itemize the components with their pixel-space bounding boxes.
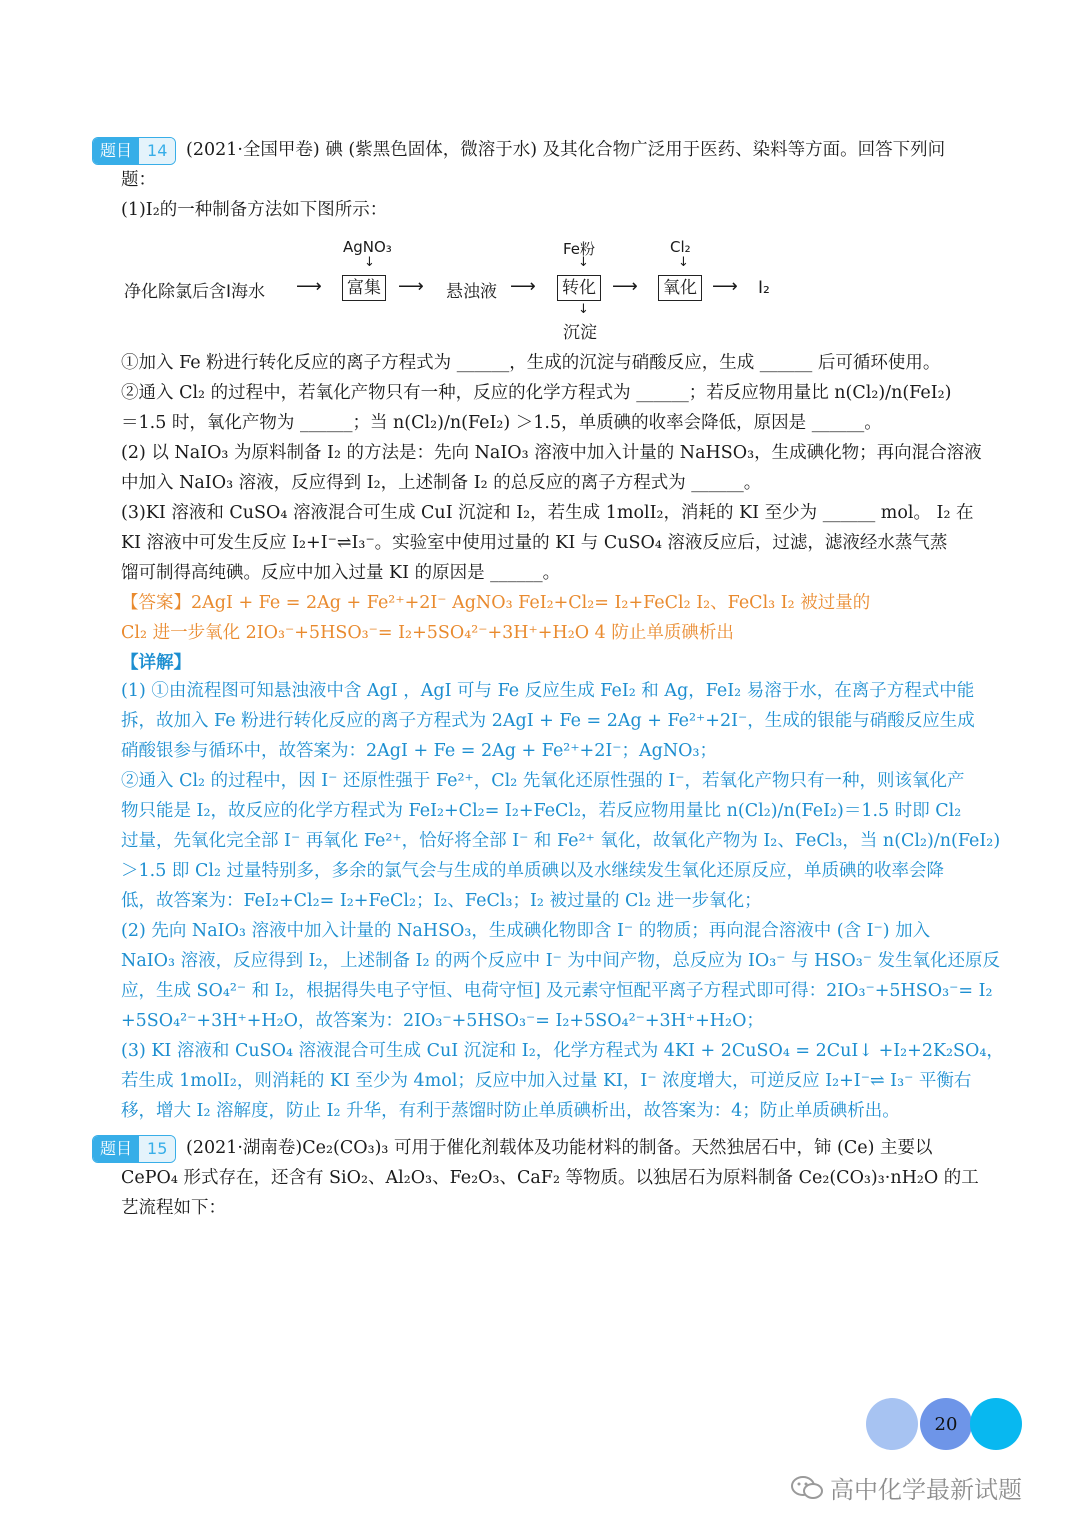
detail-line-14: 若生成 1molI₂，则消耗的 KI 至少为 4mol；反应中加入过量 KI，I⁻ 浓度增大，可逆反应 I₂+I⁻⇌ I₃⁻ 平衡右 [121, 1071, 972, 1091]
flow-reagent-1: AgNO₃ [343, 238, 392, 256]
detail-line-3: 硝酸银参与循环中，故答案为：2AgI + Fe = 2Ag + Fe²⁺+2I⁻；AgNO₃； [121, 741, 718, 761]
tag-number: 14 [139, 138, 175, 164]
question-tag-15 [92, 1135, 176, 1163]
q14-line-8: 中加入 NaIO₃ 溶液，反应得到 I₂，上述制备 I₂ 的总反应的离子方程式为 ______。 [121, 473, 762, 493]
detail-line-1: (1) ①由流程图可知悬浊液中含 AgI ，AgI 可与 Fe 反应生成 FeI₂ 和 Ag，FeI₂ 易溶于水，在离子方程式中能 [121, 681, 975, 701]
q14-line-11: 馏可制得高纯碘。反应中加入过量 KI 的原因是 ______。 [121, 563, 561, 583]
detail-line-15: 移，增大 I₂ 溶解度，防止 I₂ 升华，有利于蒸馏时防止单质碘析出，故答案为：4；防止单质碘析出。 [121, 1101, 900, 1121]
q14-line-2: 题： [121, 170, 156, 190]
arrow-icon: ⟶ [510, 276, 536, 297]
watermark [790, 1470, 1022, 1505]
q14-line-5: ②通入 Cl₂ 的过程中，若氧化产物只有一种，反应的化学方程式为 ______；若反应物用量比 n(Cl₂)/n(FeI₂) [121, 383, 952, 403]
flow-precipitate: 沉淀 [563, 323, 597, 343]
q14-line-10: KI 溶液中可发生反应 I₂+I⁻⇌I₃⁻。实验室中使用过量的 KI 与 CuSO₄ 溶液反应后，过滤，滤液经水蒸气蒸 [121, 533, 948, 553]
detail-line-6: 过量，先氧化完全部 I⁻ 再氧化 Fe²⁺，恰好将全部 I⁻ 和 Fe²⁺ 氧化，故氧化产物为 I₂、FeCl₃，当 n(Cl₂)/n(FeI₂) [121, 831, 1001, 851]
down-arrow-icon: ↓ [678, 255, 689, 270]
q14-line-1: (2021·全国甲卷) 碘 (紫黑色固体，微溶于水) 及其化合物广泛用于医药、染料等方面。回答下列问 [186, 140, 946, 160]
detail-heading: 【详解】 [121, 653, 191, 673]
flow-start: 净化除氯后含I海水 [124, 282, 266, 302]
detail-line-2: 拆，故加入 Fe 粉进行转化反应的离子方程式为 2AgI + Fe = 2Ag + Fe²⁺+2I⁻，生成的银能与硝酸反应生成 [121, 711, 975, 731]
detail-line-5: 物只能是 I₂，故反应的化学方程式为 FeI₂+Cl₂= I₂+FeCl₂，若反应物用量比 n(Cl₂)/n(FeI₂)＝1.5 时即 Cl₂ [121, 801, 962, 821]
q14-line-9: (3)KI 溶液和 CuSO₄ 溶液混合可生成 CuI 沉淀和 I₂，若生成 1molI₂，消耗的 KI 至少为 ______ mol。 I₂ 在 [121, 503, 974, 523]
detail-line-4: ②通入 Cl₂ 的过程中，因 I⁻ 还原性强于 Fe²⁺，Cl₂ 先氧化还原性强的 I⁻，若氧化产物只有一种，则该氧化产 [121, 771, 965, 791]
q14-line-6: ＝1.5 时，氧化产物为 ______；当 n(Cl₂)/n(FeI₂) ＞1.5，单质碘的收率会降低，原因是 ______。 [121, 413, 882, 433]
question-tag-14 [92, 137, 176, 165]
detail-line-11: 应，生成 SO₄²⁻ 和 I₂，根据得失电子守恒、电荷守恒] 及元素守恒配平离子方程式即可得：2IO₃⁻+5HSO₃⁻= I₂ [121, 981, 993, 1001]
down-arrow-icon: ↓ [578, 255, 589, 270]
page-number: 20 [934, 1413, 958, 1435]
flow-reagent-2: Fe粉 [563, 240, 596, 258]
detail-line-13: (3) KI 溶液和 CuSO₄ 溶液混合可生成 CuI 沉淀和 I₂，化学方程式为 4KI + 2CuSO₄ = 2CuI↓ +I₂+2K₂SO₄， [121, 1041, 1004, 1061]
flow-box-enrich: 富集 [342, 275, 386, 301]
decor-circle-left [866, 1398, 918, 1450]
flow-reagent-3: Cl₂ [670, 238, 691, 256]
wechat-icon [790, 1474, 824, 1502]
q15-line-2: CePO₄ 形式存在，还含有 SiO₂、Al₂O₃、Fe₂O₃、CaF₂ 等物质。以独居石为原料制备 Ce₂(CO₃)₃·nH₂O 的工 [121, 1168, 979, 1188]
flow-end: I₂ [758, 278, 770, 298]
detail-line-7: ＞1.5 即 Cl₂ 过量特别多，多余的氯气会与生成的单质碘以及水继续发生氧化还原反应，单质碘的收率会降 [121, 861, 945, 881]
arrow-icon: ⟶ [296, 276, 322, 297]
watermark-text: 高中化学最新试题 [830, 1476, 1022, 1504]
q14-line-7: (2) 以 NaIO₃ 为原料制备 I₂ 的方法是：先向 NaIO₃ 溶液中加入计量的 NaHSO₃，生成碘化物；再向混合溶液 [121, 443, 982, 463]
arrow-icon: ⟶ [712, 276, 738, 297]
tag-label: 题目 [93, 1136, 139, 1162]
down-arrow-icon: ↓ [364, 255, 375, 270]
flow-box-convert: 转化 [557, 275, 601, 301]
tag-label: 题目 [93, 138, 139, 164]
tag-number: 15 [139, 1136, 175, 1162]
answer-line-1: 【答案】2AgI + Fe = 2Ag + Fe²⁺+2I⁻ AgNO₃ FeI₂+Cl₂= I₂+FeCl₂ I₂、FeCl₃ I₂ 被过量的 [121, 593, 871, 613]
q14-line-3: (1)I₂的一种制备方法如下图所示： [121, 200, 388, 220]
q15-line-1: (2021·湖南卷)Ce₂(CO₃)₃ 可用于催化剂载体及功能材料的制备。天然独居石中，铈 (Ce) 主要以 [186, 1138, 933, 1158]
page-number-badge [920, 1398, 972, 1450]
decor-circle-right [970, 1398, 1022, 1450]
flow-box-oxidize: 氧化 [658, 275, 702, 301]
detail-line-9: (2) 先向 NaIO₃ 溶液中加入计量的 NaHSO₃，生成碘化物即含 I⁻ 的物质；再向混合溶液中 (含 I⁻) 加入 [121, 921, 931, 941]
detail-line-12: +5SO₄²⁻+3H⁺+H₂O，故答案为：2IO₃⁻+5HSO₃⁻= I₂+5SO₄²⁻+3H⁺+H₂O； [121, 1011, 764, 1031]
arrow-icon: ⟶ [398, 276, 424, 297]
detail-line-8: 低，故答案为：FeI₂+Cl₂= I₂+FeCl₂；I₂、FeCl₃；I₂ 被过量的 Cl₂ 进一步氧化； [121, 891, 762, 911]
q15-line-3: 艺流程如下： [121, 1198, 226, 1218]
answer-line-2: Cl₂ 进一步氧化 2IO₃⁻+5HSO₃⁻= I₂+5SO₄²⁻+3H⁺+H₂O 4 防止单质碘析出 [121, 623, 734, 643]
arrow-icon: ⟶ [612, 276, 638, 297]
flow-mid: 悬浊液 [446, 282, 497, 302]
detail-line-10: NaIO₃ 溶液，反应得到 I₂，上述制备 I₂ 的两个反应中 I⁻ 为中间产物，总反应为 IO₃⁻ 与 HSO₃⁻ 发生氧化还原反 [121, 951, 1001, 971]
down-arrow-icon: ↓ [578, 302, 589, 317]
q14-line-4: ①加入 Fe 粉进行转化反应的离子方程式为 ______，生成的沉淀与硝酸反应，生成 ______ 后可循环使用。 [121, 353, 941, 373]
